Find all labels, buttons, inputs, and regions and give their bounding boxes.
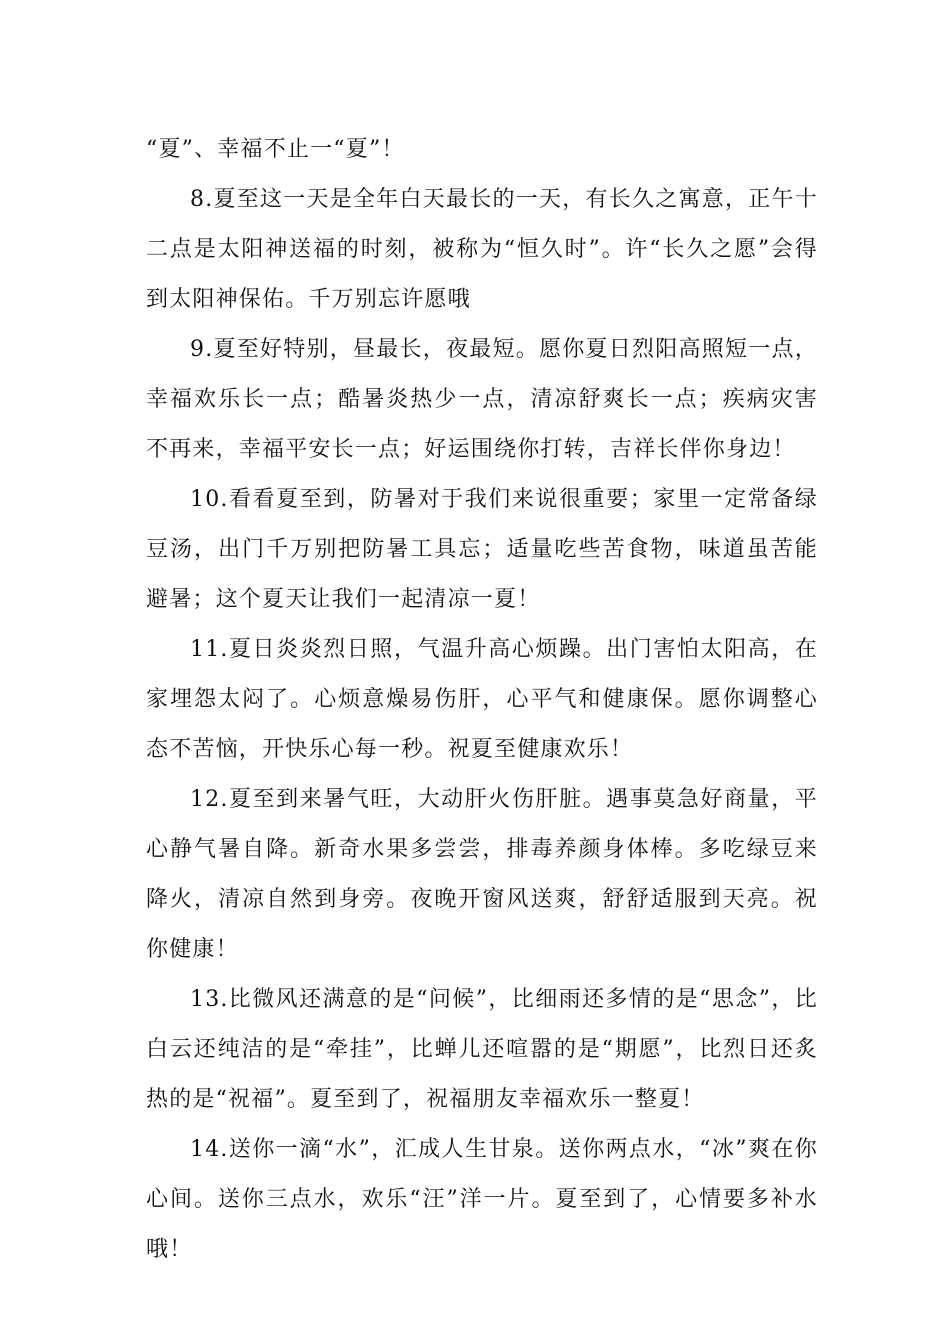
paragraph-item-14: 14.送你一滴“水”，汇成人生甘泉。送你两点水，“冰”爽在你心间。送你三点水，欢乐“汪”洋一片。夏至到了，心情要多补水哦！ — [146, 1137, 818, 1262]
paragraph-item-12: 12.夏至到来暑气旺，大动肝火伤肝脏。遇事莫急好商量，平心静气暑自降。新奇水果多尝尝，排毒养颜身体棒。多吃绿豆来降火，清凉自然到身旁。夜晚开窗风送爽，舒舒适服到天亮。祝你健康！ — [146, 787, 818, 962]
paragraph-item-9: 9.夏至好特别，昼最长，夜最短。愿你夏日烈阳高照短一点，幸福欢乐长一点；酷暑炎热少一点，清凉舒爽长一点；疾病灾害不再来，幸福平安长一点；好运围绕你打转，吉祥长伴你身边！ — [146, 337, 818, 462]
document-body — [146, 125, 818, 1275]
paragraph-item-11: 11.夏日炎炎烈日照，气温升高心烦躁。出门害怕太阳高，在家埋怨太闷了。心烦意燥易伤肝，心平气和健康保。愿你调整心态不苦恼，开快乐心每一秒。祝夏至健康欢乐！ — [146, 637, 818, 762]
paragraph-item-13: 13.比微风还满意的是“问候”，比细雨还多情的是“思念”，比白云还纯洁的是“牵挂”，比蝉儿还喧嚣的是“期愿”，比烈日还炙热的是“祝福”。夏至到了，祝福朋友幸福欢乐一整夏！ — [146, 987, 818, 1112]
paragraph-item-8: 8.夏至这一天是全年白天最长的一天，有长久之寓意，正午十二点是太阳神送福的时刻，被称为“恒久时”。许“长久之愿”会得到太阳神保佑。千万别忘许愿哦 — [146, 187, 818, 312]
paragraph-item-10: 10.看看夏至到，防暑对于我们来说很重要；家里一定常备绿豆汤，出门千万别把防暑工具忘；适量吃些苦食物，味道虽苦能避暑；这个夏天让我们一起清凉一夏！ — [146, 487, 818, 612]
paragraph-continuation: “夏”、幸福不止一“夏”！ — [146, 137, 405, 162]
